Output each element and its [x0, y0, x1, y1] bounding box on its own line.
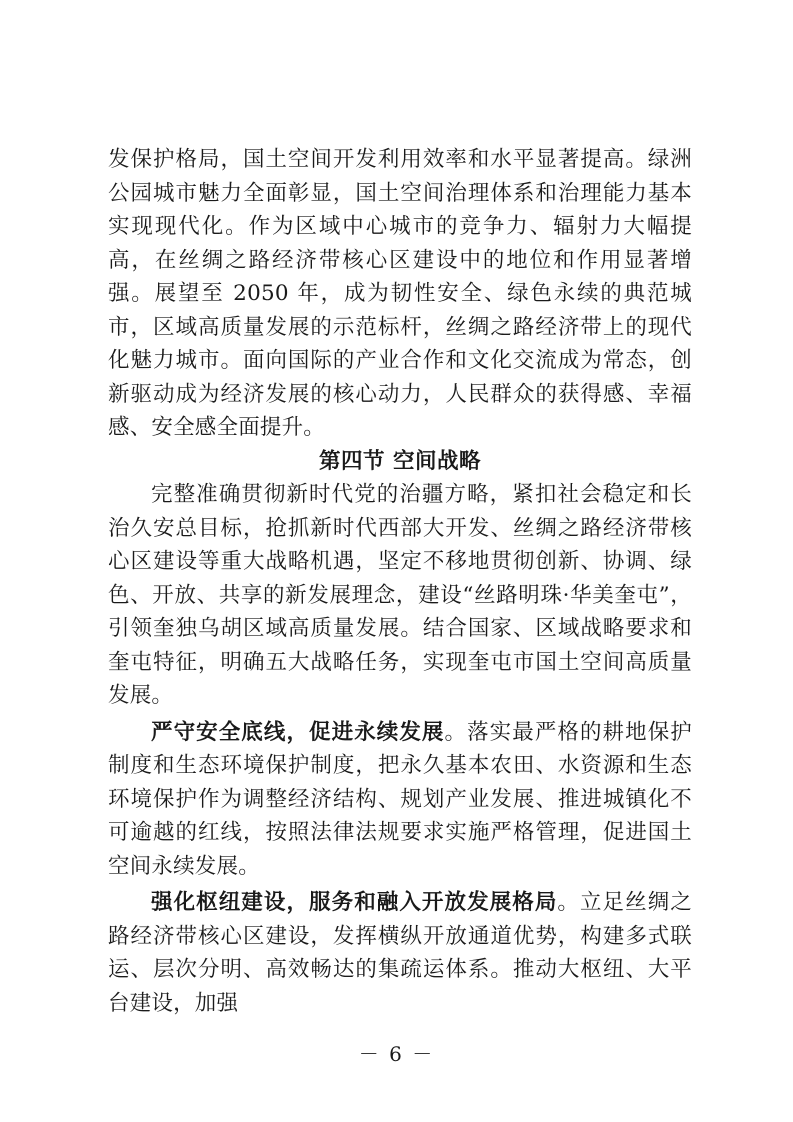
section-title: 第四节 空间战略	[319, 448, 481, 474]
paragraph-spatial-strategy-intro: 完整准确贯彻新时代党的治疆方略，紧扣社会稳定和长治久安总目标，抢抓新时代西部大开发、丝绸之路经济带核心区建设等重大战略机遇，坚定不移地贯彻创新、协调、绿色、开放、共享的新发展理念，建设“丝路明珠·华美奎屯”，引领奎独乌胡区域高质量发展。结合国家、区域战略要求和奎屯特征，明确五大战略任务，实现奎屯市国土空间高质量发展。	[108, 482, 692, 708]
document-body	[108, 143, 692, 1020]
paragraph-hub-construction	[108, 886, 692, 1020]
paragraph-body-hub: 。立足丝绸之路经济带核心区建设，发挥横纵开放通道优势，构建多式联运、层次分明、高效畅达的集疏运体系。推动大枢纽、大平台建设，加强	[108, 890, 692, 1016]
paragraph-safety-baseline	[108, 716, 692, 884]
paragraph-lead-safety: 严守安全底线，促进永续发展	[151, 719, 445, 745]
paragraph-lead-hub: 强化枢纽建设，服务和融入开放发展格局	[151, 890, 558, 915]
paragraph-body-safety: 。落实最严格的耕地保护制度和生态环境保护制度，把永久基本农田、水资源和生态环境保护作为调整经济结构、规划产业发展、推进城镇化不可逾越的红线，按照法律法规要求实施严格管理，促进国土空间永续发展。	[108, 719, 692, 879]
paragraph-goal-continuation: 发保护格局，国土空间开发利用效率和水平显著提高。绿洲公园城市魅力全面彰显，国土空间治理体系和治理能力基本实现现代化。作为区域中心城市的竞争力、辐射力大幅提高，在丝绸之路经济带核心区建设中的地位和作用显著增强。展望至 2050 年，成为韧性安全、绿色永续的典范城市，区域高质量发展的示范标杆，丝绸之路经济带上的现代化魅力城市。面向国际的产业合作和文化交流成为常态，创新驱动成为经济发展的核心动力，人民群众的获得感、幸福感、安全感全面提升。	[108, 147, 692, 440]
page-number: － 6 －	[358, 1042, 435, 1066]
